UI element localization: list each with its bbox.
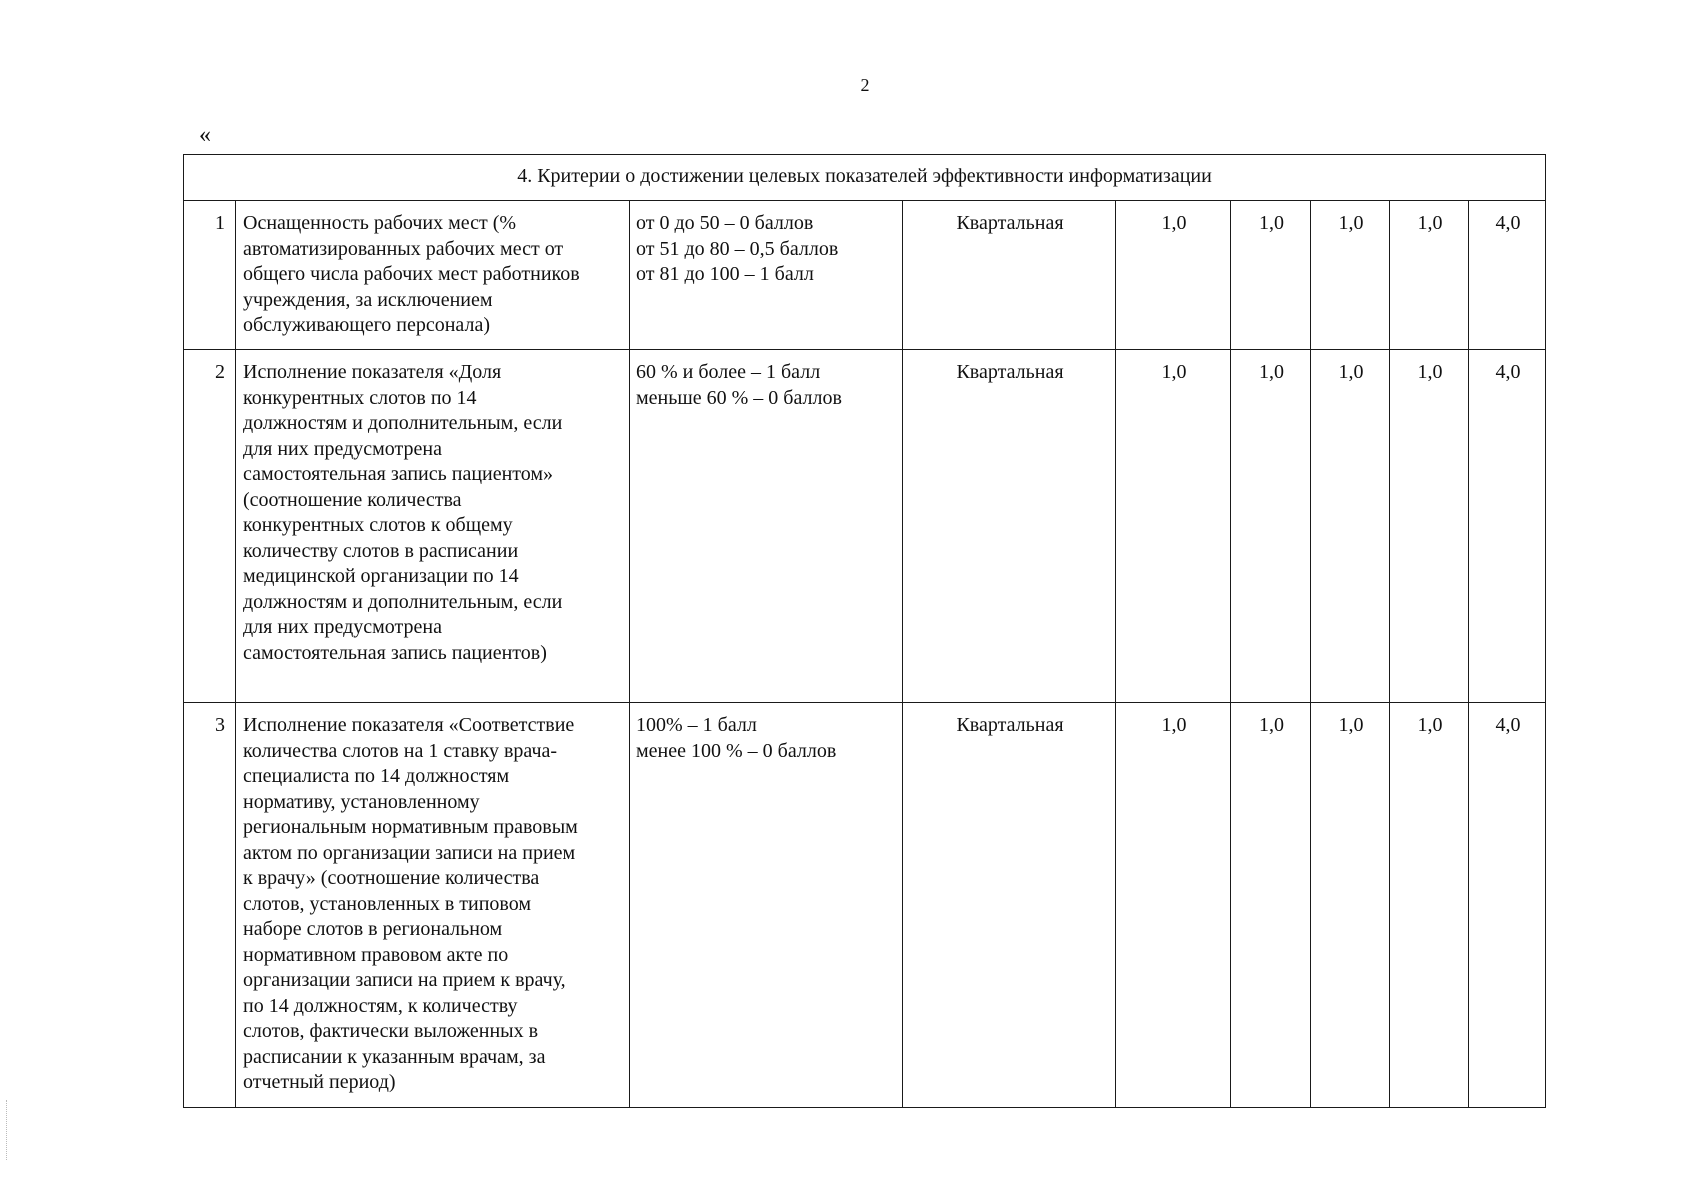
row-number: 1 (184, 201, 236, 350)
indicator-description: Исполнение показателя «Соответствие количества слотов на 1 ставку врача- специалиста по 14 должностям нормативу, установленному региональным нормативным правовым актом по организации записи на прием к врачу» (соотношение количества слотов, установленных в типовом наборе слотов в региональном нормативном правовом акте по организации записи на прием к врачу, по 14 должностям, к количеству слотов, фактически выложенных в расписании к указанным врачам, за отчетный период) (236, 703, 630, 1108)
table-row (184, 350, 1546, 703)
score-total: 4,0 (1469, 350, 1546, 703)
section-title: 4. Критерии о достижении целевых показателей эффективности информатизации (184, 155, 1546, 201)
opening-quote-mark: « (199, 122, 211, 148)
score-value: 1,0 (1311, 350, 1390, 703)
section-header-row (184, 155, 1546, 201)
table-row (184, 201, 1546, 350)
reporting-frequency: Квартальная (903, 703, 1116, 1108)
scoring-criteria: от 0 до 50 – 0 баллов от 51 до 80 – 0,5 баллов от 81 до 100 – 1 балл (630, 201, 903, 350)
score-total: 4,0 (1469, 703, 1546, 1108)
row-number: 2 (184, 350, 236, 703)
row-number: 3 (184, 703, 236, 1108)
page-number: 2 (860, 75, 870, 95)
score-value: 1,0 (1116, 703, 1231, 1108)
criteria-table (183, 154, 1546, 1108)
score-value: 1,0 (1390, 703, 1469, 1108)
score-value: 1,0 (1390, 350, 1469, 703)
score-value: 1,0 (1311, 703, 1390, 1108)
score-value: 1,0 (1311, 201, 1390, 350)
reporting-frequency: Квартальная (903, 350, 1116, 703)
indicator-description: Оснащенность рабочих мест (% автоматизированных рабочих мест от общего числа рабочих мест работников учреждения, за исключением обслуживающего персонала) (236, 201, 630, 350)
indicator-description: Исполнение показателя «Доля конкурентных слотов по 14 должностям и дополнительным, если для них предусмотрена самостоятельная запись пациентом» (соотношение количества конкурентных слотов к общему количеству слотов в расписании медицинской организации по 14 должностям и дополнительным, если для них предусмотрена самостоятельная запись пациентов) (236, 350, 630, 703)
score-value: 1,0 (1390, 201, 1469, 350)
scoring-criteria: 60 % и более – 1 балл меньше 60 % – 0 баллов (630, 350, 903, 703)
score-value: 1,0 (1116, 201, 1231, 350)
score-value: 1,0 (1231, 201, 1311, 350)
table-row (184, 703, 1546, 1108)
score-value: 1,0 (1231, 703, 1311, 1108)
score-value: 1,0 (1231, 350, 1311, 703)
reporting-frequency: Квартальная (903, 201, 1116, 350)
scoring-criteria: 100% – 1 балл менее 100 % – 0 баллов (630, 703, 903, 1108)
scan-edge-marks (6, 1100, 11, 1160)
score-total: 4,0 (1469, 201, 1546, 350)
score-value: 1,0 (1116, 350, 1231, 703)
